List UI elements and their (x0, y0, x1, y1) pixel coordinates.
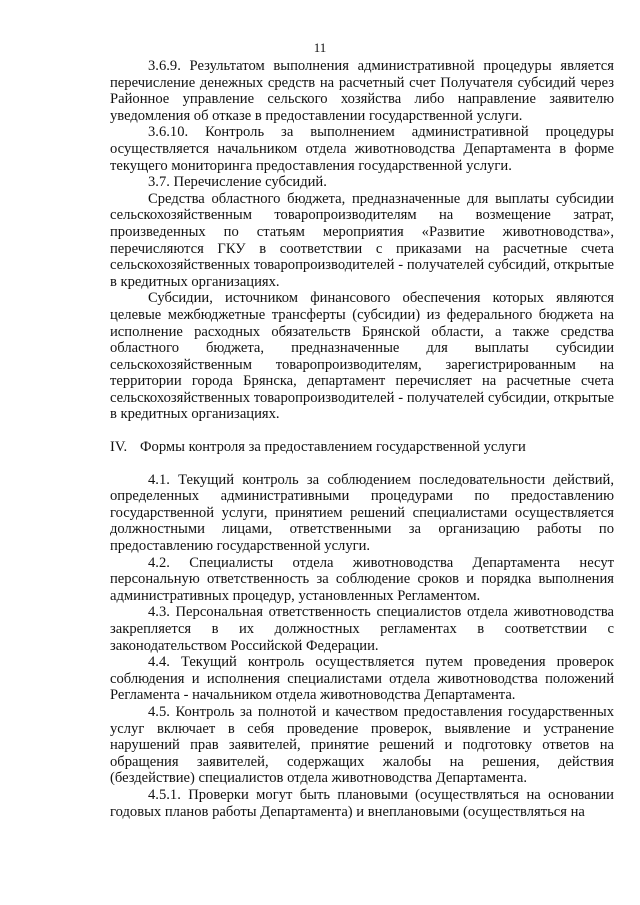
paragraph-3-6-9: 3.6.9. Результатом выполнения административной процедуры является перечисление денежных средств на расчетный счет Получателя субсидий через Районное управление сельского хозяйства либо направление заявителю уведомления об отказе в предоставлении государственной услуги. (110, 58, 614, 124)
paragraph-federal-transfers: Субсидии, источником финансового обеспечения которых являются целевые межбюджетные трансферты (субсидии) из федерального бюджета на исполнение расходных обязательств Брянской области, а также средства областного бюджета, предназначенные для выплаты субсидии сельскохозяйственным товаропроизводителям, зарегистрированным на территории города Брянска, департамент перечисляет на расчетные счета сельскохозяйственных товаропроизводителей - получателей субсидии, открытые в кредитных организациях. (110, 290, 614, 423)
paragraph-regional-budget: Средства областного бюджета, предназначенные для выплаты субсидии сельскохозяйственным товаропроизводителям на возмещение затрат, произведенных по статьям мероприятия «Развитие животноводства», перечисляются ГКУ в соответствии с приказами на расчетные счета сельскохозяйственных товаропроизводителей - получателей субсидий, открытые в кредитных организациях. (110, 190, 614, 290)
paragraph-4-2: 4.2. Специалисты отдела животноводства Департамента несут персональную ответственность за соблюдение сроков и порядка выполнения административных процедур, установленных Регламентом. (110, 554, 614, 604)
section-spacer (110, 456, 614, 472)
paragraph-4-4: 4.4. Текущий контроль осуществляется путем проведения проверок соблюдения и исполнения специалистами отдела животноводства положений Регламента - начальником отдела животноводства Департамента. (110, 654, 614, 704)
subsection-heading-3-7: 3.7. Перечисление субсидий. (148, 174, 327, 191)
section-heading (110, 439, 614, 456)
paragraph-4-3: 4.3. Персональная ответственность специалистов отдела животноводства закрепляется в их должностных регламентах в соответствии с законодательством Российской Федерации. (110, 604, 614, 654)
page-number: 11 (313, 40, 327, 55)
section-number: IV. (110, 439, 128, 456)
paragraph-4-5: 4.5. Контроль за полнотой и качеством предоставления государственных услуг включает в себя проведение проверок, выявление и устранение нарушений прав заявителей, принятие решений и подготовку ответов на обращения заявителей, содержащих жалобы на решения, действия (бездействие) специалистов отдела животноводства Департамента. (110, 703, 614, 787)
paragraph-4-1: 4.1. Текущий контроль за соблюдением последовательности действий, определенных административными процедурами по предоставлению государственной услуги, принятием решений специалистами осуществляется должностными лицами, ответственными за организацию работы по предоставлению государственной услуги. (110, 471, 614, 555)
paragraph-3-6-10: 3.6.10. Контроль за выполнением административной процедуры осуществляется начальником отдела животноводства Департамента в форме текущего мониторинга предоставления государственной услуги. (110, 124, 614, 174)
document-body (110, 58, 614, 820)
section-title: Формы контроля за предоставлением государственной услуги (140, 439, 526, 456)
paragraph-4-5-1: 4.5.1. Проверки могут быть плановыми (осуществляться на основании годовых планов работы Департамента) и внеплановыми (осуществляться на (110, 786, 614, 820)
section-spacer (110, 423, 614, 439)
